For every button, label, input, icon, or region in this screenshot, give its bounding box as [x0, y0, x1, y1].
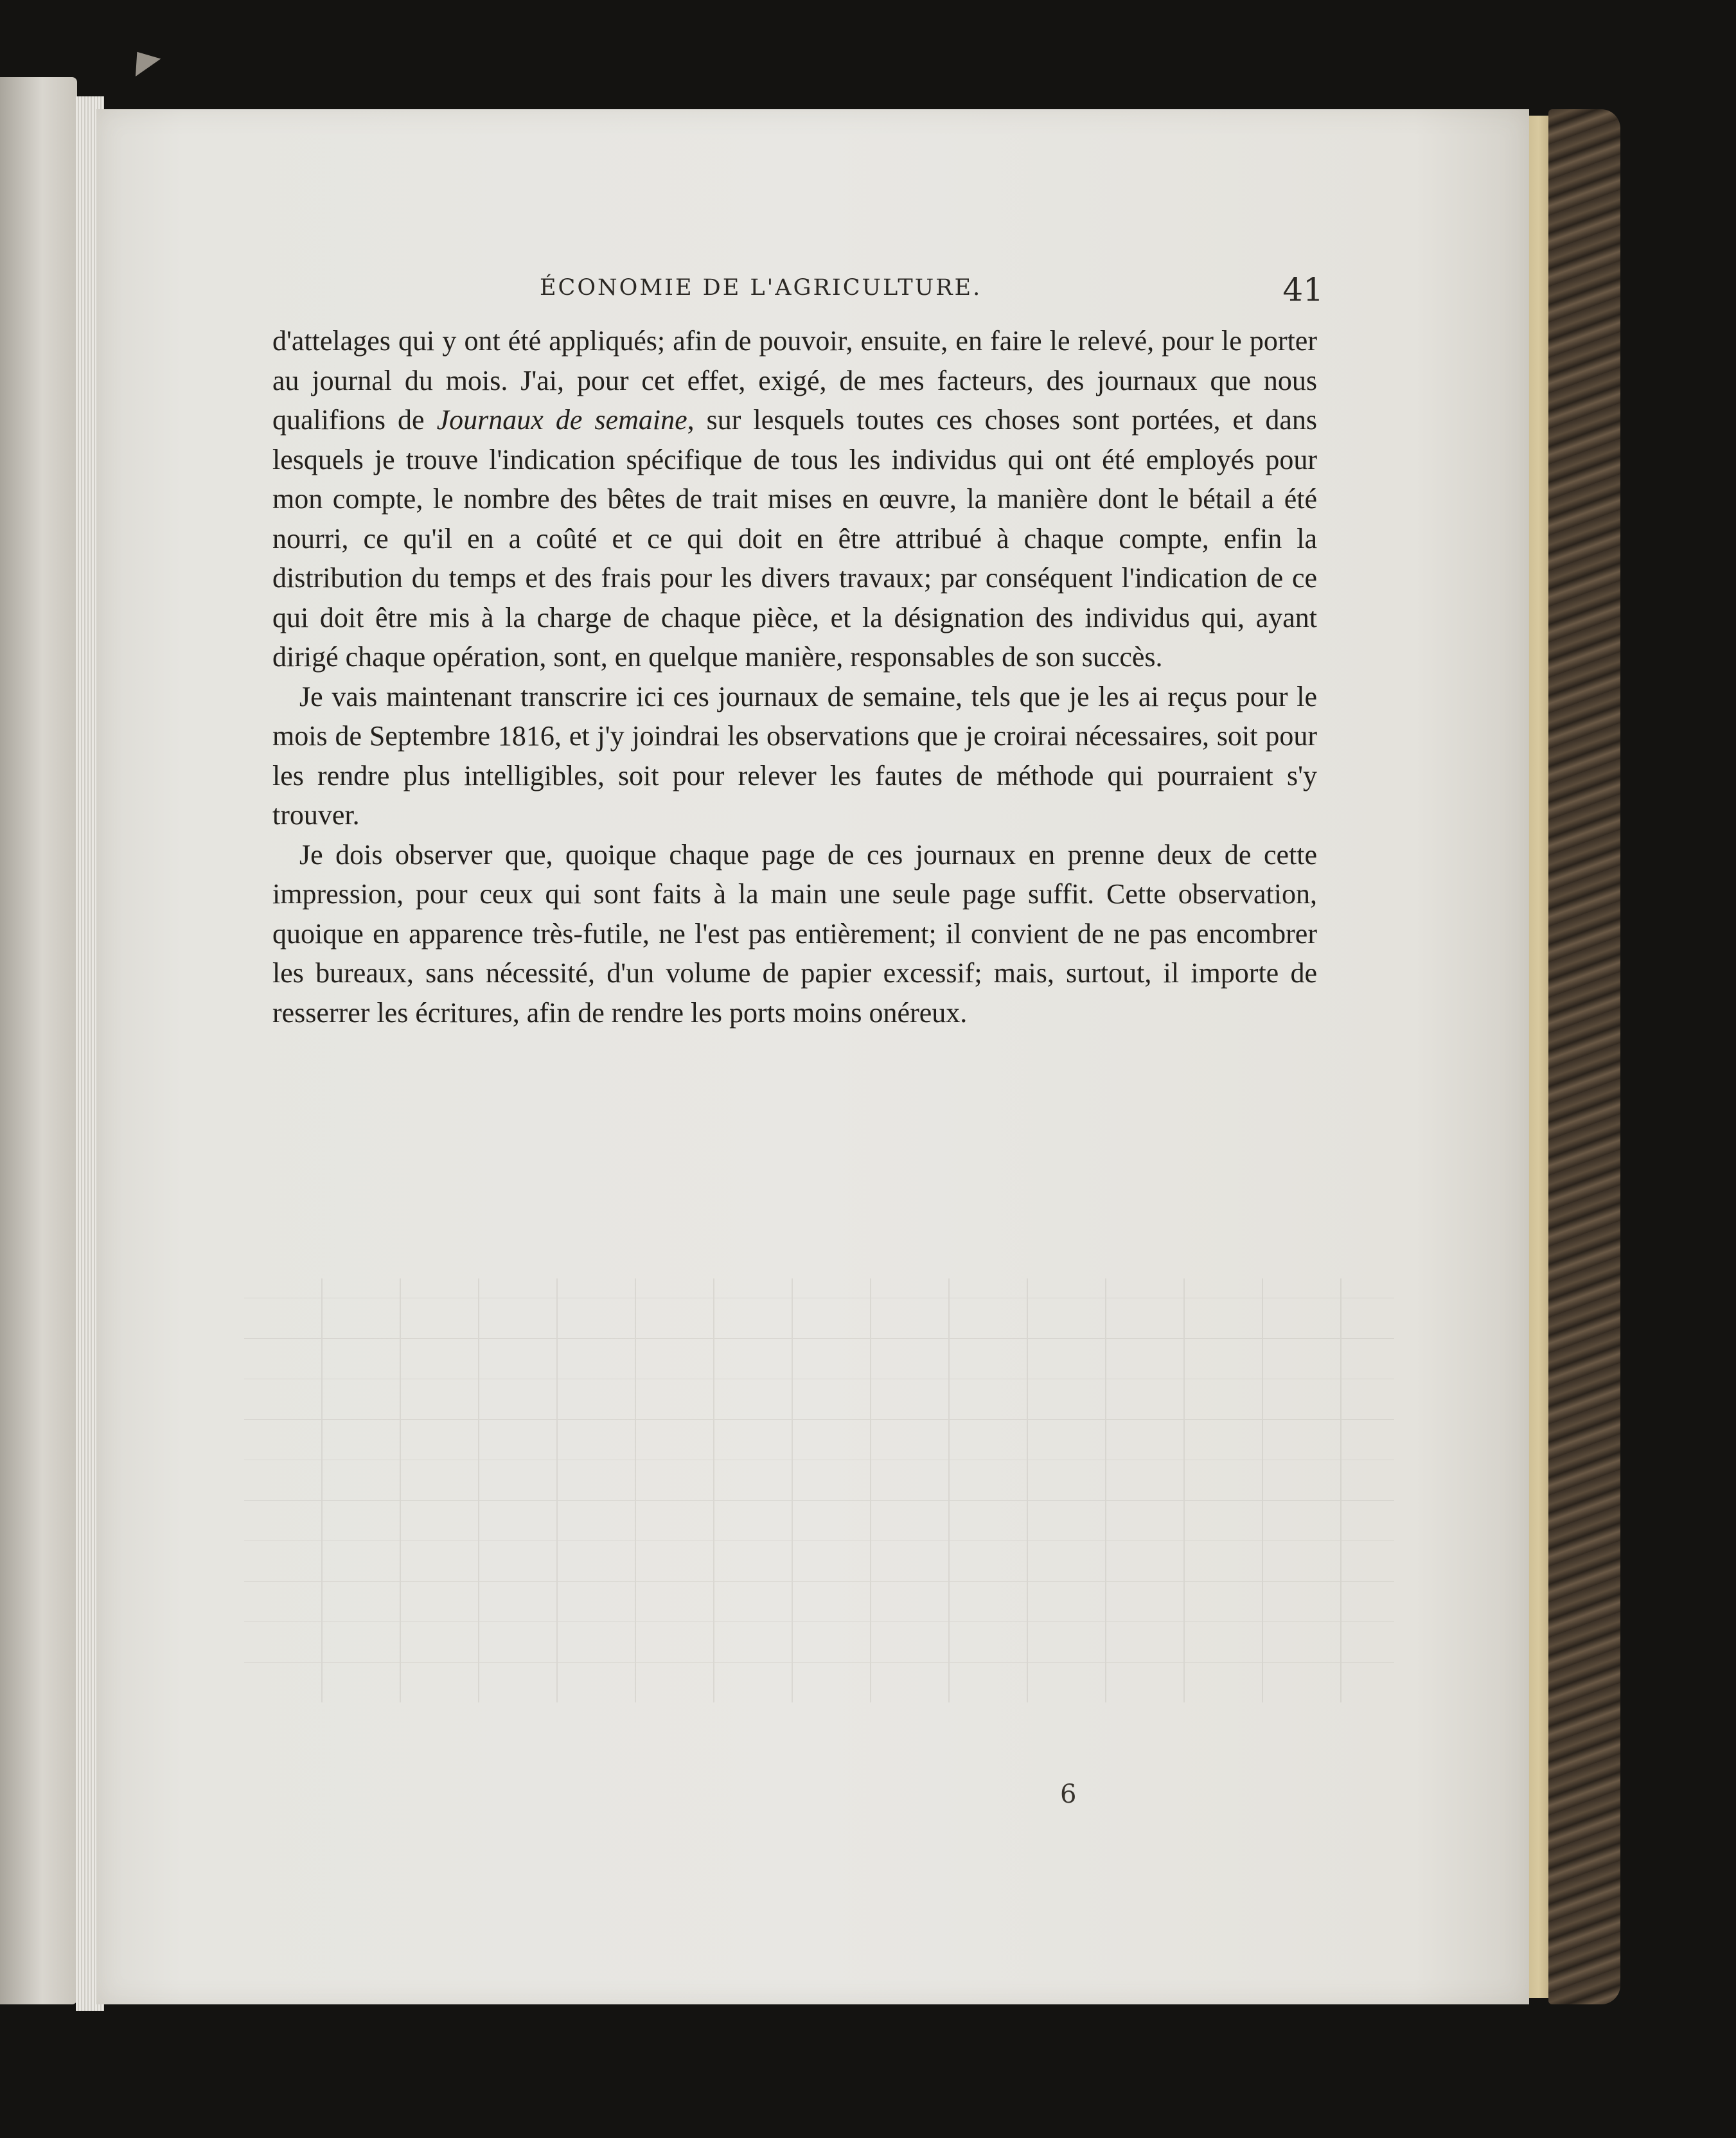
paragraph-1: [272, 321, 1317, 677]
show-through-table: [244, 1278, 1394, 1702]
signature-mark: 6: [1060, 1780, 1077, 1809]
page-header: [270, 271, 1324, 314]
body-text: [272, 321, 1317, 1032]
page-number: 41: [1282, 271, 1324, 308]
corner-fold-icon: [125, 43, 161, 76]
previous-page-edge: [0, 77, 77, 2004]
paragraph-2: Je vais maintenant transcrire ici ces journaux de semaine, tels que je les ai reçus pour le mois de Septembre 1816, et j'y joindrai les observations que je croirai nécessaires, soit pour les rendre plus intelligibles, soit pour relever les fautes de méthode qui pourraient s'y trouver.: [272, 680, 1317, 831]
running-head: ÉCONOMIE DE L'AGRICULTURE.: [540, 275, 982, 301]
paragraph-1-text-b: , sur lesquels toutes ces choses sont portées, et dans lesquels je trouve l'indication spécifique de tous les individus qui ont été employés pour mon compte, le nombre des bêtes de trait mises en œuvre, la manière dont le bétail a été nourri, ce qu'il en a coûté et ce qui doit en être attribué à chaque compte, enfin la distribution du temps et des frais pour les divers travaux; par conséquent l'indication de ce qui doit être mis à la charge de chaque pièce, et la désignation des individus qui, ayant dirigé chaque opération, sont, en quelque manière, responsables de son succès.: [272, 404, 1317, 673]
book-binding: [1548, 109, 1620, 2004]
paragraph-1-italic: Journaux de semaine: [436, 404, 687, 436]
paragraph-3: Je dois observer que, quoique chaque page de ces journaux en prenne deux de cette impression, pour ceux qui sont faits à la main une seule page suffit. Cette observation, quoique en apparence très-futile, ne l'est pas entièrement; il convient de ne pas encombrer les bureaux, sans nécessité, d'un volume de papier excessif; mais, surtout, il importe de resserrer les écritures, afin de rendre les ports moins onéreux.: [272, 838, 1317, 1029]
paragraph-1-text-a: d'attelages qui y ont été appliqués; afin de pouvoir, ensuite, en faire le relevé, pour le porter au journal du mois. J'ai, pour cet effet, exigé, de mes facteurs, des journaux que nous qualifions de: [272, 325, 1317, 436]
